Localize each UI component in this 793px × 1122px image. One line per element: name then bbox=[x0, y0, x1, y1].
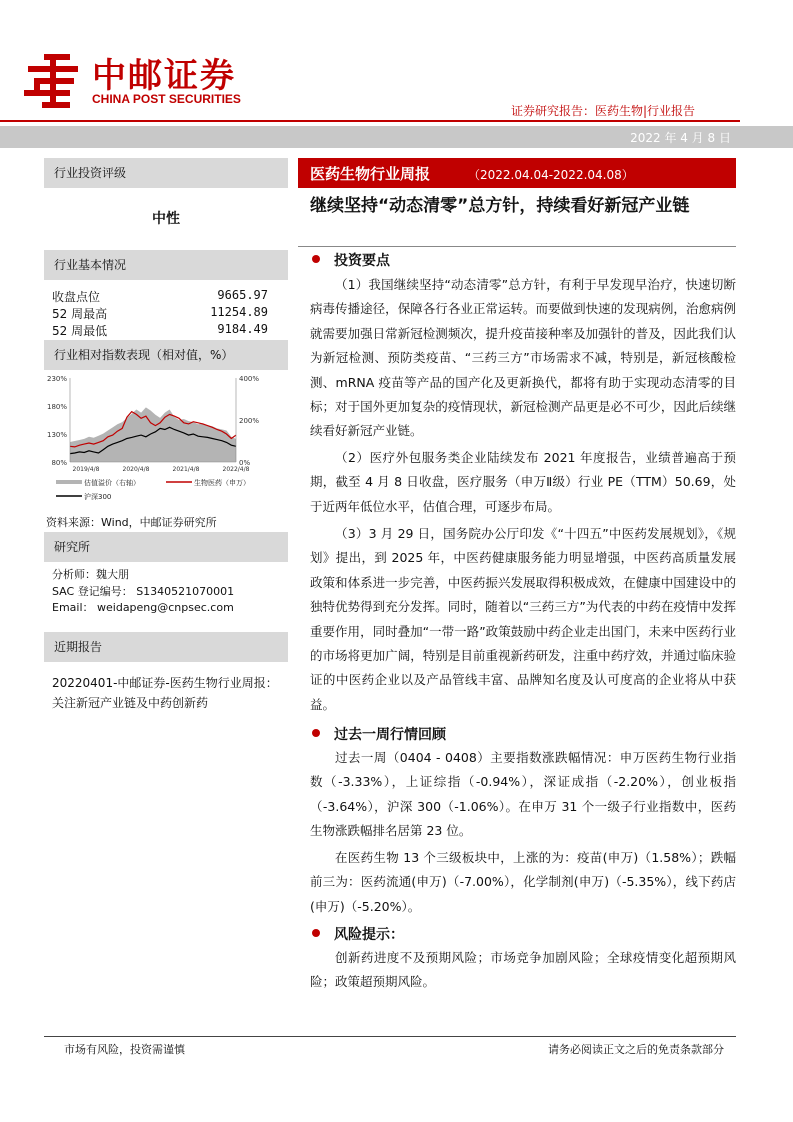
report-period: （2022.04.04-2022.04.08） bbox=[468, 168, 634, 182]
legend-label: 沪深300 bbox=[84, 493, 112, 501]
rating-title: 行业投资评级 bbox=[44, 158, 288, 188]
report-title: 继续坚持“动态清零”总方针，持续看好新冠产业链 bbox=[310, 196, 690, 216]
paragraph-1: （1）我国继续坚持“动态清零”总方针，有利于早发现早治疗，快速切断病毒传播途径，保障各行各业正常运转。而要做到快速的发现病例，治愈病例就需要加强日常新冠检测频次，提升疫苗接种率及加强针的普及，因此我们认为新冠检测、预防类疫苗、“三药三方”市场需求不减，特别是，新冠核酸检测、mRNA 疫苗等产品的国产化及更新换代，都将有助于实现动态清零的目标；对于国外更加复杂的疫情现状，新冠检测产品更是必不可少，因此后续继续看好新冠产业链。 bbox=[310, 277, 736, 439]
industry-rating: 中性 bbox=[152, 211, 180, 227]
section-heading-risk: 风险提示： bbox=[334, 927, 404, 943]
paragraph-5: 在医药生物 13 个三级板块中，上涨的为：疫苗(申万)（1.58%）；跌幅前三为：医药流通(申万)（-7.00%），化学制剂(申万)（-5.35%），线下药店(申万)（-5.20%）。 bbox=[310, 850, 736, 914]
report-date: 2022 年 4 月 8 日 bbox=[630, 131, 731, 145]
analyst-sac: SAC 登记编号： S1340521070001 bbox=[52, 585, 235, 598]
analyst-email: Email： weidapeng@cnpsec.com bbox=[52, 601, 234, 614]
y-left-tick-label: 180% bbox=[46, 403, 67, 411]
section-heading-key-points: 投资要点 bbox=[334, 253, 390, 269]
y-right-tick-label: 400% bbox=[239, 375, 260, 383]
x-tick-label: 2019/4/8 bbox=[72, 466, 100, 473]
x-tick-label: 2021/4/8 bbox=[172, 466, 200, 473]
basic-info-title: 行业基本情况 bbox=[44, 250, 288, 280]
valuation-premium-area bbox=[70, 407, 236, 462]
recent-report-link[interactable]: 20220401-中邮证券-医药生物行业周报：关注新冠产业链及中药创新药 bbox=[52, 676, 278, 710]
paragraph-6: 创新药进度不及预期风险；市场竞争加剧风险；全球疫情变化超预期风险；政策超预期风险。 bbox=[310, 950, 736, 990]
x-tick-label: 2020/4/8 bbox=[122, 466, 150, 473]
stat-value-close: 9665.97 bbox=[217, 288, 268, 302]
y-left-tick-label: 230% bbox=[46, 375, 67, 383]
bullet-icon bbox=[312, 255, 320, 263]
bullet-icon bbox=[312, 929, 320, 937]
research-title: 研究所 bbox=[44, 532, 288, 562]
legend-label: 生物医药（申万） bbox=[194, 479, 250, 487]
header-divider bbox=[0, 120, 740, 122]
y-left-tick-label: 80% bbox=[51, 459, 67, 467]
stat-label-close: 收盘点位 bbox=[52, 290, 101, 304]
y-right-tick-label: 0% bbox=[239, 459, 251, 467]
footer-risk-note: 市场有风险，投资需谨慎 bbox=[64, 1043, 185, 1056]
paragraph-2: （2）医疗外包服务类企业陆续发布 2021 年度报告，业绩普遍高于预期，截至 4 月 8 日收盘，医疗服务（申万Ⅱ级）行业 PE（TTM）50.69，处于近两年低位水平，估值合理，可逐步布局。 bbox=[310, 450, 736, 514]
report-tag-bar bbox=[298, 158, 736, 188]
stat-value-low: 9184.49 bbox=[217, 322, 268, 336]
legend-label: 估值溢价（右轴） bbox=[84, 479, 140, 487]
stat-label-low: 52 周最低 bbox=[52, 324, 108, 338]
relative-index-chart bbox=[40, 370, 292, 514]
logo-text-cn: 中邮证券 bbox=[92, 56, 236, 96]
footer-divider bbox=[44, 1036, 736, 1037]
paragraph-3: （3）3 月 29 日，国务院办公厅印发《“十四五”中医药发展规划》，《规划》提出，到 2025 年，中医药健康服务能力明显增强，中医药高质量发展政策和体系进一步完善，中医药振兴发展取得积极成效，在健康中国建设中的独特优势得到充分发挥。同时，随着以“三药三方”为代表的中药在疫情中发挥重要作用，同时叠加“一带一路”政策鼓励中药企业走出国门，未来中医药行业的市场将更加广阔，特别是目前重视新药研发，注重中药疗效，并通过临床验证的中医药企业以及产品管线丰富、品牌知名度及认可度高的企业将从中获益。 bbox=[310, 526, 736, 712]
paragraph-4: 过去一周（0404 - 0408）主要指数涨跌幅情况：申万医药生物行业指数（-3.33%），上证综指（-0.94%），深证成指（-2.20%），创业板指（-3.64%），沪深 300（-1.06%）。在申万 31 个一级子行业指数中，医药生物涨跌幅排名居第 23 位。 bbox=[310, 750, 736, 839]
stat-value-high: 11254.89 bbox=[210, 305, 268, 319]
chart-source: 资料来源：Wind，中邮证券研究所 bbox=[46, 516, 217, 529]
x-tick-label: 2022/4/8 bbox=[222, 466, 250, 473]
recent-reports-title: 近期报告 bbox=[44, 632, 288, 662]
chart-title: 行业相对指数表现（相对值，%） bbox=[44, 340, 288, 370]
logo-text-en: CHINA POST SECURITIES bbox=[92, 92, 241, 106]
bullet-icon bbox=[312, 729, 320, 737]
footer-disclaimer-note: 请务必阅读正文之后的免责条款部分 bbox=[548, 1043, 724, 1056]
y-left-tick-label: 130% bbox=[46, 431, 67, 439]
y-right-tick-label: 200% bbox=[239, 417, 260, 425]
stat-label-high: 52 周最高 bbox=[52, 307, 108, 321]
analyst-name: 分析师：魏大朋 bbox=[52, 568, 129, 581]
china-post-logo-icon bbox=[22, 50, 84, 112]
report-tag: 医药生物行业周报 bbox=[310, 165, 431, 183]
report-category: 证券研究报告：医药生物|行业报告 bbox=[511, 104, 696, 118]
title-divider bbox=[298, 246, 736, 247]
section-heading-market-review: 过去一周行情回顾 bbox=[334, 727, 446, 743]
